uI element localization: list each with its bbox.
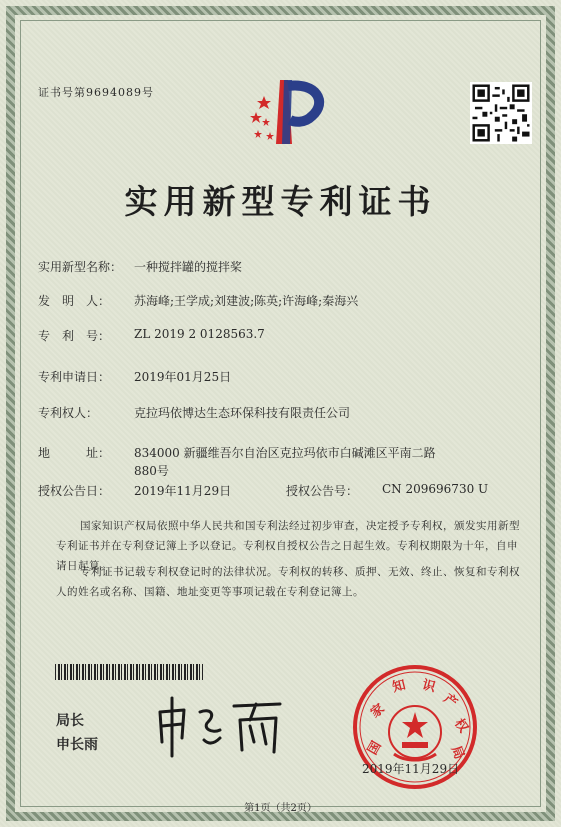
address-value: 834000 新疆维吾尔自治区克拉玛依市白碱滩区平南二路880号	[134, 446, 436, 478]
field-label: 专利权人：	[38, 406, 99, 420]
utility-model-name-row	[38, 258, 243, 275]
seal-date: 2019年11月29日	[362, 762, 460, 776]
certificate-number: 证书号第9694089号	[38, 86, 154, 99]
grant-number-row	[286, 482, 489, 499]
director-name: 申长雨	[56, 737, 98, 753]
field-value: 苏海峰;王学成;刘建波;陈英;许海峰;秦海兴	[134, 294, 359, 308]
field-label: 专 利 号：	[38, 329, 111, 343]
legal-status-paragraph: 专利证书记载专利权登记时的法律状况。专利权的转移、质押、无效、终止、恢复和专利权人的姓名或名称、国籍、地址变更等事项记载在专利登记簿上。	[56, 566, 520, 598]
svg-text:局: 局	[447, 743, 467, 762]
field-value: ZL 2019 2 0128563.7	[134, 327, 265, 341]
field-label: 授权公告号：	[286, 484, 359, 498]
field-value: 2019年01月25日	[134, 370, 232, 384]
director-signature	[150, 690, 300, 760]
field-label: 发 明 人：	[38, 294, 111, 308]
qr-code-icon	[470, 82, 532, 144]
patentee-row	[38, 404, 351, 421]
inventor-row	[38, 292, 359, 309]
svg-text:家: 家	[368, 701, 388, 722]
certificate-title: 实用新型专利证书	[124, 182, 437, 221]
field-label: 专利申请日：	[38, 370, 111, 384]
patent-office-logo-icon	[236, 72, 332, 152]
grant-statement-paragraph: 国家知识产权局依照中华人民共和国专利法经过初步审查，决定授予专利权，颁发实用新型专利证书并在专利登记簿上予以登记。专利权自授权公告之日起生效。专利权期限为十年，自申请日起算。	[56, 520, 520, 572]
field-value: CN 209696730 U	[382, 482, 489, 496]
field-label: 实用新型名称：	[38, 260, 123, 274]
svg-text:识: 识	[420, 677, 437, 696]
field-label: 地 址：	[38, 446, 111, 460]
page-number: 第1页（共2页）	[244, 803, 317, 814]
svg-text:国: 国	[365, 738, 385, 758]
barcode	[55, 664, 203, 680]
director-title: 局长	[56, 713, 84, 729]
field-value: 克拉玛依博达生态环保科技有限责任公司	[134, 406, 351, 420]
grant-date-row	[38, 482, 232, 499]
filing-date-row	[38, 368, 232, 385]
svg-text:知: 知	[391, 677, 408, 696]
address-row	[38, 444, 126, 461]
field-value: 一种搅拌罐的搅拌桨	[134, 260, 243, 274]
patent-number-row	[38, 327, 265, 344]
field-value: 2019年11月29日	[134, 484, 232, 498]
field-label: 授权公告日：	[38, 484, 111, 498]
svg-text:产: 产	[440, 691, 460, 712]
svg-text:权: 权	[450, 716, 471, 736]
